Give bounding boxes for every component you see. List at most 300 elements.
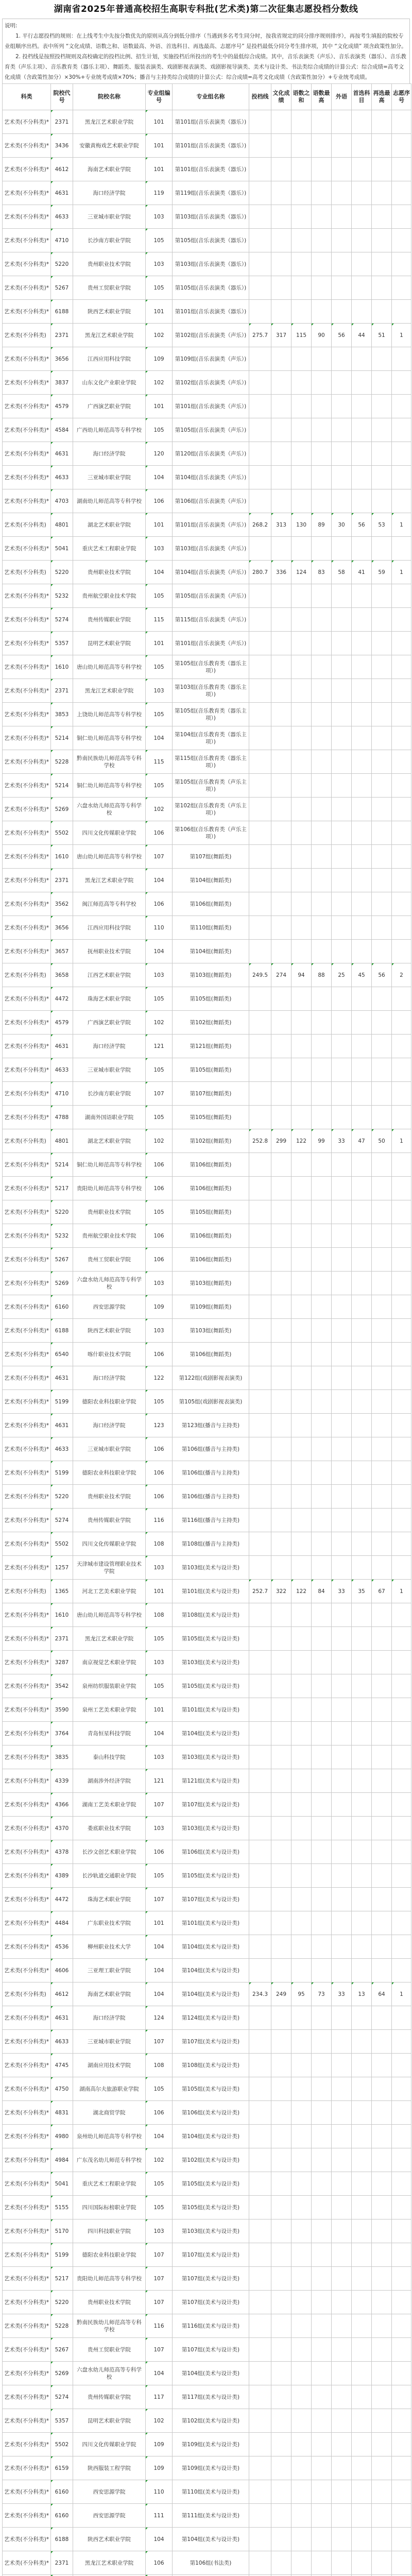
cell-choice-order [392, 1272, 411, 1295]
cell-category: 艺术类(不分科类)* [3, 750, 51, 774]
cell-culture-score [271, 1366, 291, 1390]
cell-school-name: 黑龙江艺术职业学院 [73, 869, 146, 892]
cell-culture-score [271, 2148, 291, 2172]
cell-first-subject [352, 2528, 372, 2551]
cell-cutoff [249, 1437, 271, 1461]
cell-choice-order [392, 442, 411, 466]
cell-choice-order [392, 2196, 411, 2219]
cell-foreign-lang [332, 2362, 352, 2385]
cell-category: 艺术类(不分科类)* [3, 2338, 51, 2362]
cell-group-no: 115 [146, 608, 173, 632]
cell-group-name: 第104组(美术与设计类) [173, 1982, 249, 2006]
cell-school-name: 青岛恒星科技学院 [73, 1722, 146, 1745]
cell-school-name: 海口经济学院 [73, 1414, 146, 1437]
cell-school-name: 唐山幼儿师范高等专科学校 [73, 655, 146, 679]
cell-group-name: 第107组(美术与设计类) [173, 2338, 249, 2362]
cell-cutoff [249, 2551, 271, 2575]
cell-chinese-math-sum [291, 1651, 312, 1674]
cell-school-name: 海南艺术职业学院 [73, 1982, 146, 2006]
cell-reselect-max [372, 1485, 392, 1509]
cell-choice-order [392, 2054, 411, 2077]
cell-choice-order [392, 2125, 411, 2148]
cell-first-subject [352, 229, 372, 252]
cell-foreign-lang [332, 2030, 352, 2054]
cell-school-name: 重庆艺术工程职业学院 [73, 2172, 146, 2196]
cell-category: 艺术类(不分科类)* [3, 134, 51, 158]
cell-school-name: 柳州职业技术大学 [73, 1935, 146, 1959]
cell-school-name: 江西艺术职业学院 [73, 963, 146, 987]
cell-group-name: 第105组(美术与设计类) [173, 2172, 249, 2196]
cell-choice-order [392, 2148, 411, 2172]
cell-cutoff [249, 608, 271, 632]
cell-category: 艺术类(不分科类) [3, 963, 51, 987]
cell-reselect-max [372, 1035, 392, 1058]
cell-category: 艺术类(不分科类)* [3, 2006, 51, 2030]
cell-first-subject [352, 1485, 372, 1509]
cell-foreign-lang [332, 774, 352, 798]
cell-first-subject [352, 1461, 372, 1485]
cell-school-name: 德阳农业科技职业学院 [73, 1461, 146, 1485]
cell-group-no: 104 [146, 869, 173, 892]
cell-group-name: 第103组(美术与设计类) [173, 2219, 249, 2243]
cell-school-name: 湖北商贸学院 [73, 2101, 146, 2125]
cell-choice-order [392, 1082, 411, 1106]
cell-chinese-math-sum [291, 1177, 312, 1200]
cell-group-name: 第109组(美术与设计类) [173, 2456, 249, 2480]
cell-first-subject [352, 1651, 372, 1674]
cell-group-no: 101 [146, 134, 173, 158]
cell-foreign-lang [332, 2528, 352, 2551]
cell-choice-order [392, 1485, 411, 1509]
cell-choice-order [392, 489, 411, 513]
cell-first-subject [352, 1177, 372, 1200]
cell-chinese-math-max [312, 1817, 332, 1840]
cell-group-name: 第104组(舞蹈类) [173, 940, 249, 963]
cell-foreign-lang [332, 252, 352, 276]
cell-reselect-max [372, 1082, 392, 1106]
cell-foreign-lang [332, 229, 352, 252]
cell-first-subject [352, 1769, 372, 1793]
cell-culture-score [271, 1343, 291, 1366]
cell-culture-score [271, 1272, 291, 1295]
cell-foreign-lang [332, 2291, 352, 2314]
cell-cutoff [249, 1817, 271, 1840]
cell-category: 艺术类(不分科类)* [3, 2433, 51, 2456]
cell-culture-score: 313 [271, 513, 291, 537]
cell-chinese-math-sum [291, 1485, 312, 1509]
cell-group-name: 第106组(播音与主持类) [173, 1461, 249, 1485]
cell-reselect-max [372, 2267, 392, 2291]
cell-cutoff [249, 2172, 271, 2196]
cell-culture-score [271, 2101, 291, 2125]
cell-school-name: 湖南应用技术学院 [73, 2054, 146, 2077]
cell-first-subject [352, 2077, 372, 2101]
cell-group-name: 第106组(舞蹈类) [173, 892, 249, 916]
cell-foreign-lang [332, 395, 352, 418]
cell-group-name: 第117组(美术与设计类) [173, 2385, 249, 2409]
cell-category: 艺术类(不分科类)* [3, 869, 51, 892]
cell-choice-order [392, 2243, 411, 2267]
cell-chinese-math-max [312, 2054, 332, 2077]
cell-school-name: 泉州工艺美术职业学院 [73, 1698, 146, 1722]
cell-chinese-math-max [312, 2338, 332, 2362]
cell-cutoff [249, 750, 271, 774]
table-row [3, 2101, 411, 2125]
cell-group-no: 107 [146, 1793, 173, 1817]
cell-category: 艺术类(不分科类)* [3, 679, 51, 703]
cell-school-code: 4612 [51, 1982, 73, 2006]
cell-culture-score [271, 1959, 291, 1982]
cell-chinese-math-sum [291, 726, 312, 750]
table-row [3, 395, 411, 418]
cell-culture-score [271, 845, 291, 869]
cell-group-name: 第101组(音乐表演类（器乐）) [173, 110, 249, 134]
cell-school-code: 5357 [51, 2409, 73, 2433]
cell-first-subject [352, 916, 372, 940]
table-row [3, 1745, 411, 1769]
cell-group-no: 106 [146, 1485, 173, 1509]
cell-chinese-math-sum [291, 1888, 312, 1911]
cell-school-name: 泰山科技学院 [73, 1745, 146, 1769]
table-row [3, 1982, 411, 2006]
cell-group-no: 101 [146, 1580, 173, 1603]
cell-group-no: 105 [146, 418, 173, 442]
cell-group-no: 106 [146, 1461, 173, 1485]
cell-school-name: 四川国际标榜职业学院 [73, 2196, 146, 2219]
cell-reselect-max [372, 2433, 392, 2456]
cell-reselect-max [372, 1627, 392, 1651]
cell-reselect-max [372, 2054, 392, 2077]
cell-choice-order [392, 418, 411, 442]
cell-choice-order [392, 2030, 411, 2054]
cell-group-name: 第121组(舞蹈类) [173, 1035, 249, 1058]
cell-group-no: 103 [146, 1272, 173, 1295]
cell-cutoff [249, 252, 271, 276]
table-row [3, 1580, 411, 1603]
cell-cutoff [249, 1035, 271, 1058]
cell-chinese-math-max [312, 2528, 332, 2551]
cell-chinese-math-sum: 124 [291, 561, 312, 584]
cell-culture-score [271, 1603, 291, 1627]
cell-choice-order: 1 [392, 1129, 411, 1153]
cell-school-code: 2371 [51, 869, 73, 892]
cell-school-code: 4633 [51, 205, 73, 229]
cell-cutoff [249, 1461, 271, 1485]
cell-cutoff [249, 1532, 271, 1556]
cell-chinese-math-sum [291, 2172, 312, 2196]
table-row [3, 2504, 411, 2528]
cell-first-subject: 56 [352, 513, 372, 537]
table-row [3, 537, 411, 561]
cell-group-name: 第102组(音乐教育类（声乐主项）) [173, 798, 249, 821]
cell-first-subject [352, 2504, 372, 2528]
cell-group-name: 第105组(音乐教育类（器乐主项）) [173, 703, 249, 726]
cell-first-subject [352, 252, 372, 276]
cell-chinese-math-sum [291, 2267, 312, 2291]
cell-choice-order [392, 371, 411, 395]
cell-cutoff [249, 1864, 271, 1888]
cell-chinese-math-max [312, 2077, 332, 2101]
cell-choice-order [392, 347, 411, 371]
cell-group-name: 第108组(播音与主持类) [173, 1532, 249, 1556]
cell-first-subject [352, 750, 372, 774]
cell-reselect-max [372, 1722, 392, 1745]
cell-culture-score [271, 2219, 291, 2243]
cell-foreign-lang [332, 1674, 352, 1698]
cell-reselect-max [372, 750, 392, 774]
table-row [3, 1295, 411, 1319]
cell-choice-order [392, 2409, 411, 2433]
table-row [3, 1366, 411, 1390]
cell-culture-score [271, 1698, 291, 1722]
cell-school-name: 娄底职业技术学院 [73, 1817, 146, 1840]
cell-category: 艺术类(不分科类)* [3, 1840, 51, 1864]
cell-first-subject [352, 940, 372, 963]
cell-group-name: 第104组(音乐教育类（器乐主项）) [173, 726, 249, 750]
cell-school-code: 4631 [51, 1035, 73, 1058]
cell-first-subject [352, 774, 372, 798]
table-row [3, 1959, 411, 1982]
cell-chinese-math-max [312, 1769, 332, 1793]
cell-group-no: 106 [146, 1177, 173, 1200]
table-row [3, 1817, 411, 1840]
cell-chinese-math-max [312, 2385, 332, 2409]
cell-culture-score [271, 205, 291, 229]
cell-group-no: 104 [146, 1959, 173, 1982]
cell-culture-score [271, 1745, 291, 1769]
cell-group-no: 103 [146, 205, 173, 229]
table-row [3, 2480, 411, 2504]
cell-choice-order [392, 1461, 411, 1485]
table-row [3, 1935, 411, 1959]
cell-cutoff [249, 2528, 271, 2551]
cell-category: 艺术类(不分科类)* [3, 608, 51, 632]
cell-school-code: 1610 [51, 1603, 73, 1627]
cell-group-name: 第105组(美术与设计类) [173, 2077, 249, 2101]
cell-choice-order [392, 1153, 411, 1177]
cell-chinese-math-sum: 94 [291, 963, 312, 987]
cell-chinese-math-sum [291, 1035, 312, 1058]
cell-chinese-math-sum [291, 1509, 312, 1532]
table-row [3, 1343, 411, 1366]
cell-choice-order [392, 798, 411, 821]
cell-group-name: 第102组(美术与设计类) [173, 2148, 249, 2172]
cell-choice-order [392, 1817, 411, 1840]
cell-foreign-lang [332, 2409, 352, 2433]
cell-group-no: 104 [146, 2528, 173, 2551]
cell-school-code: 5220 [51, 2291, 73, 2314]
cell-category: 艺术类(不分科类)* [3, 2077, 51, 2101]
cell-school-name: 贵州职业技术学院 [73, 561, 146, 584]
cell-group-no: 110 [146, 2480, 173, 2504]
cell-group-no: 105 [146, 2077, 173, 2101]
cell-reselect-max [372, 608, 392, 632]
cell-choice-order [392, 2362, 411, 2385]
col-header-chinese-math-sum: 语数之和 [291, 84, 312, 110]
cell-first-subject [352, 2101, 372, 2125]
cell-chinese-math-max [312, 537, 332, 561]
cell-culture-score [271, 1319, 291, 1343]
cell-choice-order [392, 1437, 411, 1461]
cell-chinese-math-sum [291, 2196, 312, 2219]
cell-group-no: 102 [146, 324, 173, 347]
cell-school-code: 5269 [51, 798, 73, 821]
cell-school-name: 六盘水幼儿师范高等专科学校 [73, 1272, 146, 1295]
cell-foreign-lang [332, 1911, 352, 1935]
cell-chinese-math-sum [291, 750, 312, 774]
cell-first-subject [352, 1888, 372, 1911]
cell-choice-order [392, 774, 411, 798]
cell-category: 艺术类(不分科类)* [3, 1082, 51, 1106]
cell-choice-order [392, 1935, 411, 1959]
cell-school-code: 4370 [51, 1817, 73, 1840]
cell-foreign-lang [332, 798, 352, 821]
cell-school-code: 5220 [51, 561, 73, 584]
cell-reselect-max [372, 1793, 392, 1817]
col-header-chinese-math-max: 语数最高 [312, 84, 332, 110]
cell-school-name: 贵州职业技术学院 [73, 252, 146, 276]
cell-category: 艺术类(不分科类)* [3, 442, 51, 466]
cell-school-name: 喀什职业技术学院 [73, 1343, 146, 1366]
cell-chinese-math-sum [291, 703, 312, 726]
cell-reselect-max [372, 2409, 392, 2433]
cell-foreign-lang [332, 655, 352, 679]
cell-culture-score [271, 1153, 291, 1177]
cell-group-no: 120 [146, 442, 173, 466]
cell-reselect-max [372, 1200, 392, 1224]
table-row [3, 2006, 411, 2030]
cell-first-subject [352, 2456, 372, 2480]
cell-cutoff [249, 489, 271, 513]
cell-group-name: 第107组(美术与设计类) [173, 1793, 249, 1817]
cell-school-code: 6188 [51, 2528, 73, 2551]
table-row [3, 1319, 411, 1343]
cell-culture-score [271, 1532, 291, 1556]
cell-foreign-lang [332, 1177, 352, 1200]
cell-cutoff [249, 371, 271, 395]
cell-group-no: 105 [146, 1200, 173, 1224]
cell-school-name: 长沙文创艺术职业学院 [73, 1840, 146, 1864]
cell-group-name: 第102组(音乐表演类（声乐）) [173, 371, 249, 395]
cell-chinese-math-max [312, 1177, 332, 1200]
cell-cutoff [249, 584, 271, 608]
cell-group-name: 第104组(美术与设计类) [173, 2528, 249, 2551]
cell-first-subject [352, 1603, 372, 1627]
cell-category: 艺术类(不分科类)* [3, 347, 51, 371]
cell-school-name: 三亚城市职业学院 [73, 2030, 146, 2054]
cell-reselect-max [372, 347, 392, 371]
cell-chinese-math-sum [291, 1295, 312, 1319]
cell-chinese-math-sum [291, 1532, 312, 1556]
cell-group-name: 第103组(美术与设计类) [173, 1817, 249, 1840]
cell-group-no: 105 [146, 1106, 173, 1129]
cell-cutoff [249, 134, 271, 158]
col-header-school-name: 院校名称 [73, 84, 146, 110]
cell-choice-order [392, 1200, 411, 1224]
cell-culture-score [271, 1485, 291, 1509]
cell-cutoff [249, 1556, 271, 1580]
cell-chinese-math-max [312, 1935, 332, 1959]
cell-category: 艺术类(不分科类)* [3, 2101, 51, 2125]
cell-reselect-max [372, 1698, 392, 1722]
cell-chinese-math-max [312, 774, 332, 798]
cell-group-name: 第106组(音乐表演类（声乐）) [173, 489, 249, 513]
cell-group-no: 103 [146, 1319, 173, 1343]
cell-cutoff [249, 869, 271, 892]
cell-school-name: 陕西艺术职业学院 [73, 2528, 146, 2551]
cell-foreign-lang: 33 [332, 1982, 352, 2006]
cell-reselect-max [372, 1390, 392, 1414]
cell-reselect-max [372, 1769, 392, 1793]
cell-group-name: 第103组(美术与设计类) [173, 1651, 249, 1674]
cell-culture-score [271, 940, 291, 963]
cell-school-code: 4631 [51, 1366, 73, 1390]
table-row [3, 1864, 411, 1888]
cell-group-no: 105 [146, 584, 173, 608]
cell-group-name: 第103组(美术与设计类) [173, 1745, 249, 1769]
cell-group-no: 108 [146, 2054, 173, 2077]
cell-chinese-math-max [312, 1200, 332, 1224]
cell-choice-order [392, 466, 411, 489]
cell-reselect-max [372, 1840, 392, 1864]
cell-chinese-math-max [312, 916, 332, 940]
cell-culture-score [271, 2077, 291, 2101]
cell-chinese-math-sum [291, 2338, 312, 2362]
cell-group-no: 103 [146, 679, 173, 703]
cell-cutoff [249, 1082, 271, 1106]
cell-culture-score [271, 442, 291, 466]
cell-chinese-math-max [312, 940, 332, 963]
cell-chinese-math-sum [291, 158, 312, 181]
cell-cutoff [249, 2077, 271, 2101]
cell-category: 艺术类(不分科类)* [3, 418, 51, 442]
cell-chinese-math-sum [291, 1414, 312, 1437]
cell-chinese-math-max [312, 1911, 332, 1935]
cell-cutoff: 268.2 [249, 513, 271, 537]
cell-reselect-max [372, 466, 392, 489]
table-row [3, 1177, 411, 1200]
cell-chinese-math-max [312, 2314, 332, 2338]
table-row [3, 1248, 411, 1272]
cell-school-name: 海口经济学院 [73, 2006, 146, 2030]
cell-reselect-max [372, 584, 392, 608]
cell-category: 艺术类(不分科类)* [3, 1200, 51, 1224]
cell-reselect-max [372, 1745, 392, 1769]
cell-first-subject [352, 466, 372, 489]
cell-chinese-math-sum [291, 2219, 312, 2243]
cell-reselect-max [372, 395, 392, 418]
cell-group-no: 106 [146, 1153, 173, 1177]
table-row [3, 1532, 411, 1556]
cell-choice-order [392, 1248, 411, 1272]
cell-group-name: 第106组(美术与设计类) [173, 2101, 249, 2125]
table-row [3, 205, 411, 229]
cell-reselect-max [372, 300, 392, 324]
cell-foreign-lang [332, 750, 352, 774]
cell-chinese-math-sum [291, 1366, 312, 1390]
cell-reselect-max [372, 726, 392, 750]
cell-chinese-math-sum [291, 1935, 312, 1959]
cell-chinese-math-sum [291, 1959, 312, 1982]
cell-group-name: 第106组(音乐教育类（声乐主项）) [173, 821, 249, 845]
cell-choice-order [392, 892, 411, 916]
cell-first-subject [352, 418, 372, 442]
cell-reselect-max [372, 181, 392, 205]
table-row [3, 229, 411, 252]
cell-chinese-math-sum [291, 205, 312, 229]
col-header-culture-score: 文化成绩 [271, 84, 291, 110]
cell-first-subject [352, 1509, 372, 1532]
